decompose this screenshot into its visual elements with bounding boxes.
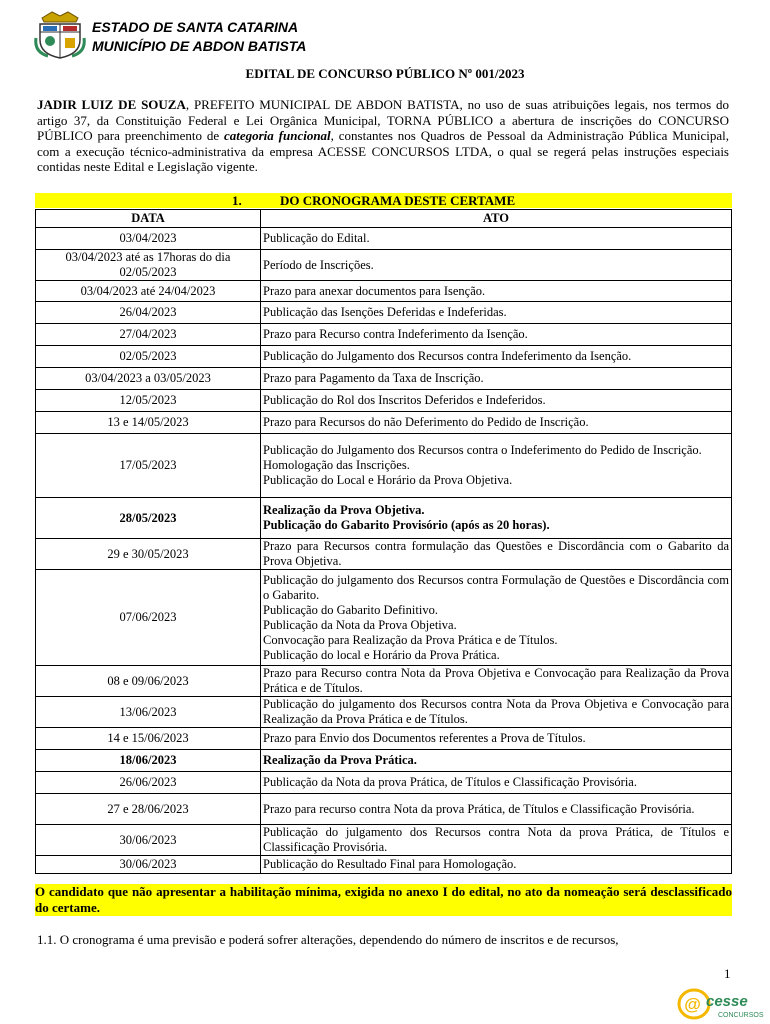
row-date: 17/05/2023 [36, 434, 261, 498]
row-date: 02/05/2023 [36, 346, 261, 368]
table-row [36, 412, 732, 434]
row-acts [261, 825, 732, 856]
act-item: Publicação da Nota da prova Prática, de Títulos e Classificação Provisória. [263, 775, 637, 789]
row-date: 30/06/2023 [36, 825, 261, 856]
act-item: Prazo para anexar documentos para Isenção. [263, 283, 486, 298]
row-date: 30/06/2023 [36, 856, 261, 874]
row-acts [261, 250, 732, 281]
row-date: 18/06/2023 [36, 750, 261, 772]
table-row [36, 772, 732, 794]
table-row [36, 750, 732, 772]
table-row [36, 856, 732, 874]
table-row [36, 346, 732, 368]
act-item: Publicação do Rol dos Inscritos Deferidos e Indeferidos. [263, 393, 546, 407]
row-acts [261, 434, 732, 498]
act-item: Realização da Prova Prática. [263, 753, 417, 767]
row-date: 13/06/2023 [36, 697, 261, 728]
intro-text-2: , constantes nos Quadros de Pessoal da Administração Pública Municipal, com a execução técnico-administrativa da empresa ACESSE CONCURSOS LTDA, o qual se regerá pelas instruções especiais contidas neste Edital e Legislação vigente. [37, 128, 729, 174]
row-acts [261, 346, 732, 368]
row-date: 08 e 09/06/2023 [36, 666, 261, 697]
row-acts [261, 794, 732, 825]
act-item: Realização da Prova Objetiva. [263, 503, 425, 517]
act-item: Publicação das Isenções Deferidas e Indeferidas. [263, 305, 507, 319]
row-date: 26/06/2023 [36, 772, 261, 794]
document-title: EDITAL DE CONCURSO PÚBLICO Nº 001/2023 [245, 66, 525, 81]
row-date: 07/06/2023 [36, 570, 261, 666]
act-item: Publicação do local e Horário da Prova Prática. [263, 647, 500, 662]
row-date: 14 e 15/06/2023 [36, 728, 261, 750]
act-item: Publicação da Nota da Prova Objetiva. [263, 617, 457, 632]
row-acts [261, 772, 732, 794]
svg-text:cesse: cesse [706, 993, 748, 1010]
intro-paragraph [37, 97, 729, 175]
table-row [36, 228, 732, 250]
row-acts [261, 498, 732, 539]
table-row [36, 302, 732, 324]
municipal-crest-icon [34, 8, 86, 60]
header-municipality: MUNICÍPIO DE ABDON BATISTA [92, 38, 307, 54]
act-item: Prazo para Envio dos Documentos referentes a Prova de Títulos. [263, 731, 586, 745]
table-header-row [36, 210, 732, 228]
row-date: 03/04/2023 até 24/04/2023 [36, 281, 261, 302]
row-acts [261, 539, 732, 570]
act-item: Publicação do Gabarito Provisório (após as 20 horas). [263, 518, 550, 532]
row-date: 13 e 14/05/2023 [36, 412, 261, 434]
table-row [36, 539, 732, 570]
acesse-concursos-logo [676, 986, 764, 1020]
row-date: 27/04/2023 [36, 324, 261, 346]
intro-emphasis: categoria funcional [223, 128, 331, 143]
section-heading [35, 193, 732, 208]
row-acts [261, 228, 732, 250]
row-date: 03/04/2023 [36, 228, 261, 250]
act-item: Publicação do julgamento dos Recursos contra Formulação de Questões e Discordância com o Gabarito. [263, 572, 729, 602]
column-header-date: DATA [36, 210, 261, 228]
table-row [36, 368, 732, 390]
table-row [36, 434, 732, 498]
act-item: Prazo para Recurso contra Indeferimento da Isenção. [263, 327, 528, 341]
paragraph-1-1: 1.1. O cronograma é uma previsão e poderá sofrer alterações, dependendo do número de inscritos e de recursos, [37, 932, 619, 947]
row-acts [261, 324, 732, 346]
header-state: ESTADO DE SANTA CATARINA [92, 19, 299, 35]
intro-text-1: , PREFEITO MUNICIPAL DE ABDON BATISTA, no uso de suas atribuições legais, nos termos do artigo 37, da Constituição Federal e Lei Orgânica Municipal, TORNA PÚBLICO a abertura de inscrições do CONCURSO PÚBLICO para preenchimento de [37, 97, 729, 143]
row-acts [261, 856, 732, 874]
schedule-table [35, 209, 732, 874]
row-date: 03/04/2023 a 03/05/2023 [36, 368, 261, 390]
row-acts [261, 368, 732, 390]
row-acts [261, 390, 732, 412]
document-header [34, 8, 354, 64]
column-header-act: ATO [261, 210, 732, 228]
section-number: 1. [232, 193, 242, 208]
row-acts [261, 412, 732, 434]
act-item: Prazo para Recursos do não Deferimento do Pedido de Inscrição. [263, 415, 589, 429]
act-item: Convocação para Realização da Prova Prática e de Títulos. [263, 632, 558, 647]
row-acts [261, 728, 732, 750]
act-item: Publicação do julgamento dos Recursos contra Nota da Prova Objetiva e Convocação para Realização da Prova Prática e de Títulos. [263, 697, 729, 726]
table-row [36, 390, 732, 412]
act-item: Publicação do Julgamento dos Recursos contra o Indeferimento do Pedido de Inscrição. [263, 443, 702, 457]
table-row [36, 281, 732, 302]
table-row [36, 697, 732, 728]
row-acts [261, 697, 732, 728]
page-number: 1 [724, 966, 731, 981]
row-date: 03/04/2023 até as 17horas do dia 02/05/2023 [36, 250, 261, 281]
mayor-name: JADIR LUIZ DE SOUZA [37, 97, 186, 112]
table-row [36, 498, 732, 539]
table-row [36, 570, 732, 666]
schedule-body [36, 228, 732, 874]
table-row [36, 250, 732, 281]
row-acts [261, 281, 732, 302]
row-date: 26/04/2023 [36, 302, 261, 324]
row-acts [261, 570, 732, 666]
table-row [36, 728, 732, 750]
row-acts [261, 750, 732, 772]
section-title: DO CRONOGRAMA DESTE CERTAME [280, 193, 516, 208]
act-item: Publicação do Gabarito Definitivo. [263, 602, 438, 617]
act-item: Publicação do Edital. [263, 231, 370, 245]
table-row [36, 825, 732, 856]
row-date: 12/05/2023 [36, 390, 261, 412]
act-item: Homologação das Inscrições. [263, 458, 410, 472]
act-item: Publicação do Resultado Final para Homologação. [263, 857, 517, 871]
svg-text:CONCURSOS: CONCURSOS [718, 1012, 764, 1019]
act-item: Prazo para Recurso contra Nota da Prova Objetiva e Convocação para Realização da Prova Prática e de Títulos. [263, 666, 729, 695]
table-row [36, 666, 732, 697]
row-acts [261, 302, 732, 324]
act-item: Prazo para Pagamento da Taxa de Inscrição. [263, 371, 484, 385]
act-item: Prazo para recurso contra Nota da prova Prática, de Títulos e Classificação Provisória. [263, 801, 695, 816]
table-row [36, 794, 732, 825]
table-row [36, 324, 732, 346]
row-date: 27 e 28/06/2023 [36, 794, 261, 825]
act-item: Prazo para Recursos contra formulação das Questões e Discordância com o Gabarito da Prova Objetiva. [263, 539, 729, 568]
act-item: Publicação do julgamento dos Recursos contra Nota da prova Prática, de Títulos e Classificação Provisória. [263, 825, 729, 854]
act-item: Publicação do Julgamento dos Recursos contra Indeferimento da Isenção. [263, 349, 632, 363]
svg-text:@: @ [684, 995, 701, 1014]
act-item: Período de Inscrições. [263, 257, 374, 272]
row-acts [261, 666, 732, 697]
disqualification-note: O candidato que não apresentar a habilitação mínima, exigida no anexo I do edital, no ato da nomeação será desclassificado do certame. [35, 884, 732, 915]
row-date: 28/05/2023 [36, 498, 261, 539]
act-item: Publicação do Local e Horário da Prova Objetiva. [263, 473, 513, 487]
row-date: 29 e 30/05/2023 [36, 539, 261, 570]
